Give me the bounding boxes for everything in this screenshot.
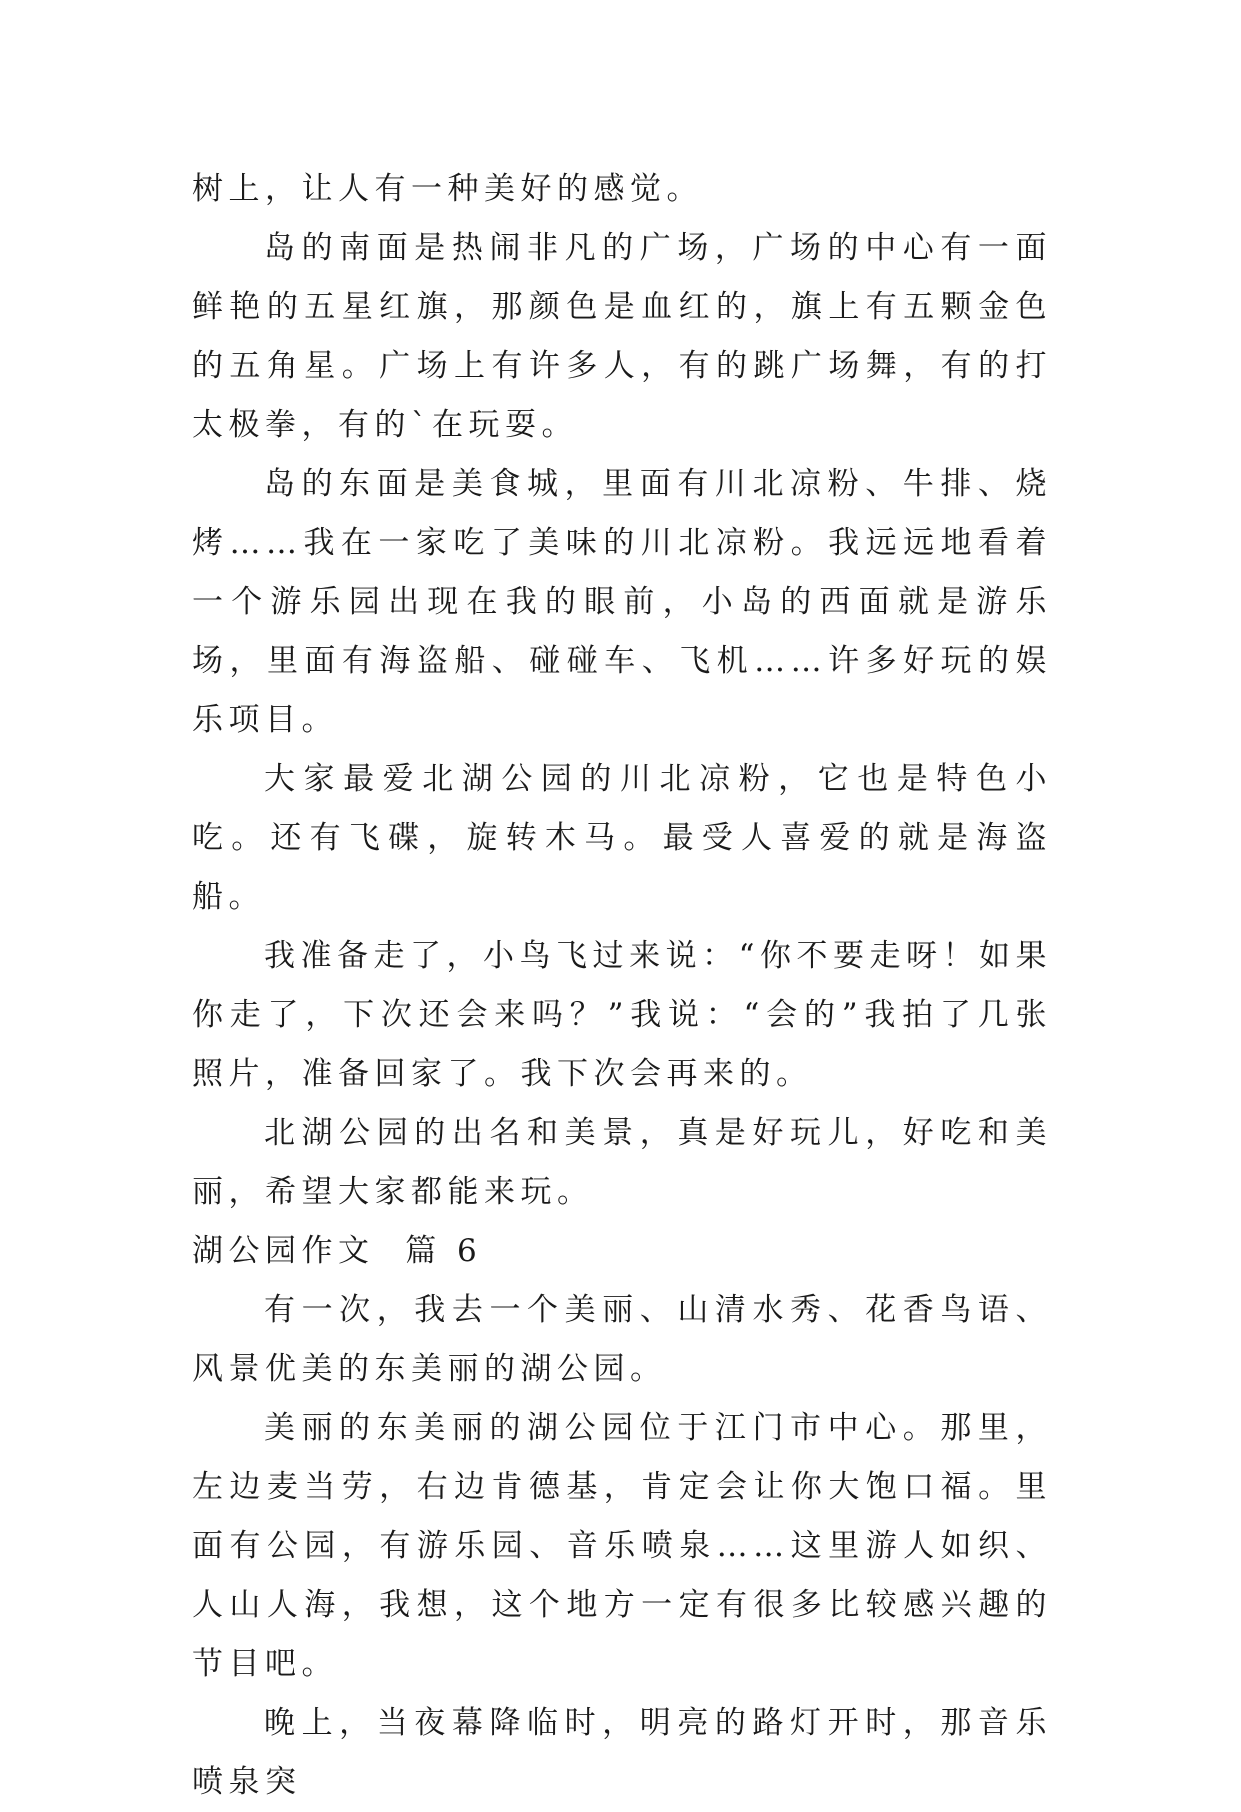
section-paragraph-3: 晚上，当夜幕降临时，明亮的路灯开时，那音乐喷泉突 (192, 1705, 1052, 1800)
section-paragraph-2: 美丽的东美丽的湖公园位于江门市中心。那里，左边麦当劳，右边肯德基，肯定会让你大饱口福。里面有公园，有游乐园、音乐喷泉……这里游人如织、人山人海，我想，这个地方一定有很多比较感兴趣的节目吧。 (192, 1410, 1052, 1682)
paragraph-5: 我准备走了，小鸟飞过来说：“你不要走呀！如果你走了，下次还会来吗？”我说：“会的”我拍了几张照片，准备回家了。我下次会再来的。 (192, 938, 1052, 1092)
paragraph-2: 岛的南面是热闹非凡的广场，广场的中心有一面鲜艳的五星红旗，那颜色是血红的，旗上有五颗金色的五角星。广场上有许多人，有的跳广场舞，有的打太极拳，有的`在玩耍。 (192, 230, 1052, 443)
section-paragraph-1: 有一次，我去一个美丽、山清水秀、花香鸟语、风景优美的东美丽的湖公园。 (192, 1292, 1052, 1387)
paragraph-6: 北湖公园的出名和美景，真是好玩儿，好吃和美丽，希望大家都能来玩。 (192, 1115, 1052, 1210)
paragraph-1: 树上，让人有一种美好的感觉。 (192, 171, 703, 207)
section-heading: 湖公园作文 篇 6 (192, 1233, 483, 1269)
paragraph-4: 大家最爱北湖公园的川北凉粉，它也是特色小吃。还有飞碟，旋转木马。最受人喜爱的就是海盗船。 (192, 761, 1052, 915)
document-page (192, 160, 1052, 1812)
paragraph-3: 岛的东面是美食城，里面有川北凉粉、牛排、烧烤……我在一家吃了美味的川北凉粉。我远远地看着一个游乐园出现在我的眼前，小岛的西面就是游乐场，里面有海盗船、碰碰车、飞机……许多好玩的娱乐项目。 (192, 466, 1052, 738)
